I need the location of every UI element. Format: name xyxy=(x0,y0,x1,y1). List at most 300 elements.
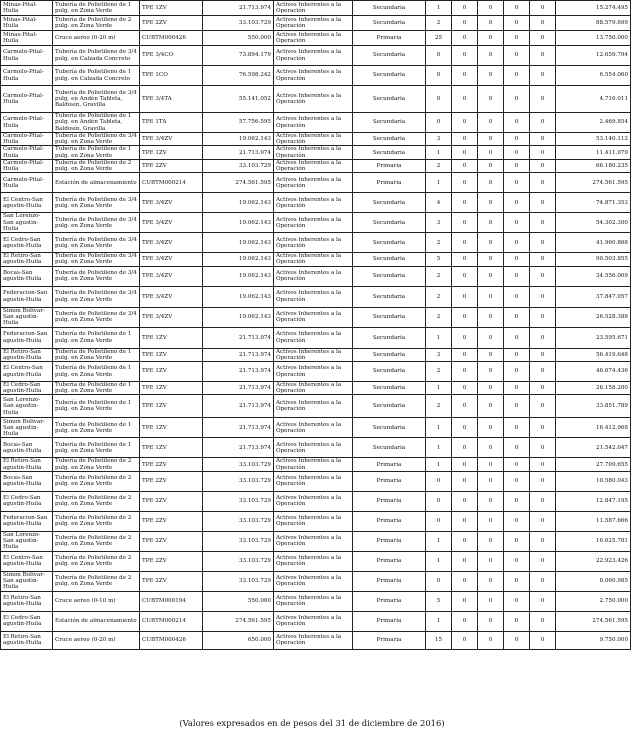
description-cell: Cruce aereo (0-20 m) xyxy=(53,631,140,649)
table-row xyxy=(1,327,631,348)
category-cell: Activos Inherentes a la Operación xyxy=(274,113,353,133)
qty-5-cell: 0 xyxy=(530,362,556,382)
qty-2-cell: 0 xyxy=(452,395,478,418)
qty-3-cell: 0 xyxy=(478,146,504,159)
qty-4-cell: 0 xyxy=(504,531,530,551)
code-cell: TPE 1ZV xyxy=(140,418,203,438)
total-cell: 90.503.855 xyxy=(556,253,631,266)
qty-1-cell: 0 xyxy=(426,113,452,133)
unit-value-cell: 650.000 xyxy=(203,631,274,649)
code-cell: TPE 1ZV xyxy=(140,348,203,361)
code-cell: TPE 3/4ZV xyxy=(140,266,203,286)
municipality-cell: El Retiro-San agustin-Huila xyxy=(1,591,53,611)
total-cell: 13.750.000 xyxy=(556,31,631,46)
municipality-cell: Carmelo-Pital-Huila xyxy=(1,86,53,113)
description-cell: Cruce aereo (0-10 m) xyxy=(53,591,140,611)
unit-value-cell: 19.062.143 xyxy=(203,133,274,146)
table-row xyxy=(1,438,631,458)
description-cell: Tubería de Polietileno de 3/4 pulg. en Calzada Concreto xyxy=(53,46,140,66)
level-cell: Secundaria xyxy=(353,418,426,438)
description-cell: Tubería de Polietileno de 2 pulg. en Zona Verde xyxy=(53,531,140,551)
qty-4-cell: 0 xyxy=(504,266,530,286)
qty-1-cell: 5 xyxy=(426,591,452,611)
qty-3-cell: 0 xyxy=(478,471,504,491)
qty-1-cell: 0 xyxy=(426,471,452,491)
unit-value-cell: 550.000 xyxy=(203,591,274,611)
qty-1-cell: 1 xyxy=(426,458,452,471)
qty-2-cell: 0 xyxy=(452,173,478,193)
code-cell: TPE 1ZV xyxy=(140,395,203,418)
total-cell: 11.411.979 xyxy=(556,146,631,159)
code-cell: TPE 3/4ZV xyxy=(140,213,203,233)
unit-value-cell: 550.000 xyxy=(203,31,274,46)
unit-value-cell: 33.103.729 xyxy=(203,551,274,571)
description-cell: Cruce aereo (0-20 m) xyxy=(53,31,140,46)
description-cell: Tubería de Polietileno de 3/4 pulg. en Zona Verde xyxy=(53,266,140,286)
code-cell: TPE 2ZV xyxy=(140,531,203,551)
qty-4-cell: 0 xyxy=(504,327,530,348)
level-cell: Primaria xyxy=(353,159,426,172)
qty-5-cell: 0 xyxy=(530,611,556,631)
unit-value-cell: 19.062.143 xyxy=(203,213,274,233)
code-cell: CUBTM000214 xyxy=(140,611,203,631)
total-cell: 274.561.595 xyxy=(556,173,631,193)
qty-3-cell: 0 xyxy=(478,286,504,307)
municipality-cell: El Retiro-San agustin-Huila xyxy=(1,631,53,649)
qty-4-cell: 0 xyxy=(504,511,530,531)
level-cell: Secundaria xyxy=(353,46,426,66)
description-cell: Tubería de Polietileno de 1 pulg. en Andén Tableta, Baldosín, Gravilla xyxy=(53,113,140,133)
qty-2-cell: 0 xyxy=(452,1,478,16)
qty-5-cell: 0 xyxy=(530,173,556,193)
qty-3-cell: 0 xyxy=(478,491,504,511)
qty-3-cell: 0 xyxy=(478,458,504,471)
code-cell: TPE 1CO xyxy=(140,66,203,86)
municipality-cell: El Centro-San agustin-Huila xyxy=(1,362,53,382)
municipality-cell: El Centro-San agustin-Huila xyxy=(1,193,53,213)
qty-4-cell: 0 xyxy=(504,159,530,172)
qty-3-cell: 0 xyxy=(478,327,504,348)
qty-5-cell: 0 xyxy=(530,571,556,591)
table-row xyxy=(1,213,631,233)
description-cell: Tubería de Polietileno de 1 pulg. en Calzada Concreto xyxy=(53,66,140,86)
qty-5-cell: 0 xyxy=(530,146,556,159)
qty-2-cell: 0 xyxy=(452,458,478,471)
code-cell: TPE 1ZV xyxy=(140,327,203,348)
level-cell: Secundaria xyxy=(353,395,426,418)
code-cell: TPE 1ZV xyxy=(140,1,203,16)
total-cell: 6.554.060 xyxy=(556,66,631,86)
qty-4-cell: 0 xyxy=(504,307,530,327)
level-cell: Secundaria xyxy=(353,362,426,382)
code-cell: TPE 1TA xyxy=(140,113,203,133)
table-row xyxy=(1,233,631,253)
table-row xyxy=(1,1,631,16)
table-row xyxy=(1,46,631,66)
code-cell: TPE 3/4TA xyxy=(140,86,203,113)
qty-1-cell: 0 xyxy=(426,46,452,66)
total-cell: 9.750.000 xyxy=(556,631,631,649)
qty-3-cell: 0 xyxy=(478,16,504,31)
qty-3-cell: 0 xyxy=(478,213,504,233)
qty-4-cell: 0 xyxy=(504,458,530,471)
qty-2-cell: 0 xyxy=(452,159,478,172)
unit-value-cell: 73.894.179 xyxy=(203,46,274,66)
qty-4-cell: 0 xyxy=(504,1,530,16)
municipality-cell: El Cedro-San agustin-Huila xyxy=(1,382,53,395)
qty-3-cell: 0 xyxy=(478,418,504,438)
total-cell: 26.158.200 xyxy=(556,382,631,395)
table-row xyxy=(1,113,631,133)
table-row xyxy=(1,491,631,511)
unit-value-cell: 57.756.595 xyxy=(203,113,274,133)
qty-3-cell: 0 xyxy=(478,511,504,531)
category-cell: Activos Inherentes a la Operación xyxy=(274,611,353,631)
description-cell: Tubería de Polietileno de 1 pulg. en Zona Verde xyxy=(53,146,140,159)
code-cell: CUBTM000214 xyxy=(140,173,203,193)
table-row xyxy=(1,266,631,286)
total-cell: 16.625.781 xyxy=(556,531,631,551)
qty-1-cell: 0 xyxy=(426,491,452,511)
qty-3-cell: 0 xyxy=(478,438,504,458)
qty-5-cell: 0 xyxy=(530,286,556,307)
unit-value-cell: 55.141.052 xyxy=(203,86,274,113)
qty-4-cell: 0 xyxy=(504,471,530,491)
qty-1-cell: 2 xyxy=(426,395,452,418)
qty-4-cell: 0 xyxy=(504,133,530,146)
category-cell: Activos Inherentes a la Operación xyxy=(274,173,353,193)
qty-2-cell: 0 xyxy=(452,511,478,531)
unit-value-cell: 76.598.242 xyxy=(203,66,274,86)
qty-4-cell: 0 xyxy=(504,173,530,193)
qty-5-cell: 0 xyxy=(530,66,556,86)
category-cell: Activos Inherentes a la Operación xyxy=(274,531,353,551)
qty-1-cell: 2 xyxy=(426,266,452,286)
qty-3-cell: 0 xyxy=(478,1,504,16)
asset-table-body xyxy=(1,1,631,650)
qty-2-cell: 0 xyxy=(452,16,478,31)
description-cell: Tubería de Polietileno de 3/4 pulg. en Zona Verde xyxy=(53,307,140,327)
code-cell: TPE 1ZV xyxy=(140,382,203,395)
qty-4-cell: 0 xyxy=(504,362,530,382)
unit-value-cell: 19.062.143 xyxy=(203,307,274,327)
code-cell: TPE 2ZV xyxy=(140,159,203,172)
table-row xyxy=(1,16,631,31)
level-cell: Secundaria xyxy=(353,253,426,266)
level-cell: Secundaria xyxy=(353,113,426,133)
unit-value-cell: 21.713.974 xyxy=(203,327,274,348)
description-cell: Estación de almacenamiento xyxy=(53,173,140,193)
qty-5-cell: 0 xyxy=(530,46,556,66)
total-cell: 12.847.195 xyxy=(556,491,631,511)
municipality-cell: Minas-Pital-Huila xyxy=(1,1,53,16)
qty-3-cell: 0 xyxy=(478,233,504,253)
table-row xyxy=(1,286,631,307)
unit-value-cell: 33.103.729 xyxy=(203,159,274,172)
code-cell: TPE 2ZV xyxy=(140,471,203,491)
qty-5-cell: 0 xyxy=(530,266,556,286)
unit-value-cell: 33.103.729 xyxy=(203,16,274,31)
level-cell: Secundaria xyxy=(353,307,426,327)
qty-4-cell: 0 xyxy=(504,253,530,266)
table-row xyxy=(1,146,631,159)
unit-value-cell: 19.062.143 xyxy=(203,286,274,307)
unit-value-cell: 21.713.974 xyxy=(203,362,274,382)
category-cell: Activos Inherentes a la Operación xyxy=(274,46,353,66)
table-row xyxy=(1,86,631,113)
qty-5-cell: 0 xyxy=(530,591,556,611)
qty-2-cell: 0 xyxy=(452,286,478,307)
qty-5-cell: 0 xyxy=(530,213,556,233)
qty-2-cell: 0 xyxy=(452,631,478,649)
qty-3-cell: 0 xyxy=(478,266,504,286)
code-cell: TPE 3/4CO xyxy=(140,46,203,66)
values-caption: (Valores expresados en de pesos del 31 de diciembre de 2016) xyxy=(179,718,445,728)
municipality-cell: El Retiro-San agustin-Huila xyxy=(1,348,53,361)
category-cell: Activos Inherentes a la Operación xyxy=(274,233,353,253)
qty-3-cell: 0 xyxy=(478,86,504,113)
total-cell: 46.674.436 xyxy=(556,362,631,382)
table-row xyxy=(1,471,631,491)
description-cell: Tubería de Polietileno de 2 pulg. en Zona Verde xyxy=(53,458,140,471)
municipality-cell: El Retiro-San agustin-Huila xyxy=(1,253,53,266)
municipality-cell: San Lorenzo-San agustin-Huila xyxy=(1,213,53,233)
qty-3-cell: 0 xyxy=(478,395,504,418)
qty-5-cell: 0 xyxy=(530,631,556,649)
qty-4-cell: 0 xyxy=(504,46,530,66)
level-cell: Secundaria xyxy=(353,213,426,233)
qty-5-cell: 0 xyxy=(530,438,556,458)
level-cell: Secundaria xyxy=(353,146,426,159)
qty-2-cell: 0 xyxy=(452,307,478,327)
level-cell: Secundaria xyxy=(353,133,426,146)
qty-2-cell: 0 xyxy=(452,611,478,631)
municipality-cell: Federacion-San agustin-Huila xyxy=(1,511,53,531)
level-cell: Secundaria xyxy=(353,66,426,86)
description-cell: Tubería de Polietileno de 3/4 pulg. en Andén Tableta, Baldosín, Gravilla xyxy=(53,86,140,113)
qty-5-cell: 0 xyxy=(530,458,556,471)
municipality-cell: Carmelo-Pital-Huila xyxy=(1,173,53,193)
qty-1-cell: 5 xyxy=(426,253,452,266)
category-cell: Activos Inherentes a la Operación xyxy=(274,362,353,382)
code-cell: TPE 1ZV xyxy=(140,362,203,382)
qty-2-cell: 0 xyxy=(452,382,478,395)
level-cell: Primaria xyxy=(353,591,426,611)
category-cell: Activos Inherentes a la Operación xyxy=(274,1,353,16)
total-cell: 21.542.047 xyxy=(556,438,631,458)
qty-2-cell: 0 xyxy=(452,253,478,266)
qty-1-cell: 15 xyxy=(426,631,452,649)
code-cell: TPE 2ZV xyxy=(140,571,203,591)
level-cell: Primaria xyxy=(353,491,426,511)
qty-2-cell: 0 xyxy=(452,438,478,458)
qty-5-cell: 0 xyxy=(530,418,556,438)
qty-4-cell: 0 xyxy=(504,571,530,591)
total-cell: 2.750.000 xyxy=(556,591,631,611)
qty-4-cell: 0 xyxy=(504,31,530,46)
qty-2-cell: 0 xyxy=(452,233,478,253)
qty-4-cell: 0 xyxy=(504,611,530,631)
table-row xyxy=(1,348,631,361)
qty-4-cell: 0 xyxy=(504,348,530,361)
municipality-cell: San Lorenzo-San agustin-Huila xyxy=(1,531,53,551)
qty-5-cell: 0 xyxy=(530,113,556,133)
level-cell: Primaria xyxy=(353,458,426,471)
description-cell: Tubería de Polietileno de 1 pulg. en Zona Verde xyxy=(53,395,140,418)
qty-2-cell: 0 xyxy=(452,418,478,438)
qty-2-cell: 0 xyxy=(452,46,478,66)
qty-4-cell: 0 xyxy=(504,233,530,253)
unit-value-cell: 21.713.974 xyxy=(203,418,274,438)
total-cell: 27.709.655 xyxy=(556,458,631,471)
municipality-cell: Federacion-San agustin-Huila xyxy=(1,327,53,348)
level-cell: Secundaria xyxy=(353,327,426,348)
qty-5-cell: 0 xyxy=(530,159,556,172)
code-cell: TPE 3/4ZV xyxy=(140,286,203,307)
qty-2-cell: 0 xyxy=(452,213,478,233)
description-cell: Tubería de Polietileno de 2 pulg. en Zona Verde xyxy=(53,159,140,172)
qty-3-cell: 0 xyxy=(478,611,504,631)
category-cell: Activos Inherentes a la Operación xyxy=(274,286,353,307)
qty-1-cell: 4 xyxy=(426,193,452,213)
municipality-cell: El Cedro-San agustin-Huila xyxy=(1,491,53,511)
unit-value-cell: 21.713.974 xyxy=(203,438,274,458)
municipality-cell: Carmelo-Pital-Huila xyxy=(1,46,53,66)
qty-4-cell: 0 xyxy=(504,146,530,159)
qty-4-cell: 0 xyxy=(504,418,530,438)
total-cell: 2.469.854 xyxy=(556,113,631,133)
qty-4-cell: 0 xyxy=(504,213,530,233)
municipality-cell: Simon Bolivar-San agustin-Huila xyxy=(1,571,53,591)
qty-1-cell: 2 xyxy=(426,286,452,307)
category-cell: Activos Inherentes a la Operación xyxy=(274,253,353,266)
qty-1-cell: 0 xyxy=(426,86,452,113)
qty-1-cell: 2 xyxy=(426,362,452,382)
unit-value-cell: 274.561.595 xyxy=(203,173,274,193)
municipality-cell: Simon Bolivar-San agustin-Huila xyxy=(1,418,53,438)
category-cell: Activos Inherentes a la Operación xyxy=(274,382,353,395)
unit-value-cell: 33.103.729 xyxy=(203,511,274,531)
table-row xyxy=(1,571,631,591)
level-cell: Primaria xyxy=(353,551,426,571)
municipality-cell: Bocas-San agustin-Huila xyxy=(1,266,53,286)
code-cell: TPE 2ZV xyxy=(140,458,203,471)
qty-3-cell: 0 xyxy=(478,193,504,213)
qty-1-cell: 0 xyxy=(426,571,452,591)
municipality-cell: El Cedro-San agustin-Huila xyxy=(1,611,53,631)
qty-3-cell: 0 xyxy=(478,382,504,395)
qty-3-cell: 0 xyxy=(478,348,504,361)
qty-1-cell: 1 xyxy=(426,173,452,193)
table-row xyxy=(1,307,631,327)
table-row xyxy=(1,395,631,418)
category-cell: Activos Inherentes a la Operación xyxy=(274,438,353,458)
unit-value-cell: 33.103.729 xyxy=(203,531,274,551)
qty-2-cell: 0 xyxy=(452,551,478,571)
table-row xyxy=(1,458,631,471)
level-cell: Primaria xyxy=(353,531,426,551)
qty-5-cell: 0 xyxy=(530,233,556,253)
table-row xyxy=(1,173,631,193)
code-cell: TPE 3/4ZV xyxy=(140,253,203,266)
code-cell: CUBTM000194 xyxy=(140,591,203,611)
category-cell: Activos Inherentes a la Operación xyxy=(274,31,353,46)
code-cell: TPE 3/4ZV xyxy=(140,307,203,327)
qty-2-cell: 0 xyxy=(452,491,478,511)
category-cell: Activos Inherentes a la Operación xyxy=(274,307,353,327)
unit-value-cell: 19.062.143 xyxy=(203,253,274,266)
level-cell: Secundaria xyxy=(353,438,426,458)
description-cell: Tubería de Polietileno de 3/4 pulg. en Zona Verde xyxy=(53,213,140,233)
code-cell: TPE 2ZV xyxy=(140,551,203,571)
qty-5-cell: 0 xyxy=(530,511,556,531)
qty-4-cell: 0 xyxy=(504,193,530,213)
table-row xyxy=(1,511,631,531)
table-row xyxy=(1,611,631,631)
level-cell: Primaria xyxy=(353,631,426,649)
qty-3-cell: 0 xyxy=(478,159,504,172)
total-cell: 74.871.353 xyxy=(556,193,631,213)
table-row xyxy=(1,31,631,46)
code-cell: CUBTM000426 xyxy=(140,31,203,46)
description-cell: Tubería de Polietileno de 2 pulg. en Zona Verde xyxy=(53,551,140,571)
level-cell: Secundaria xyxy=(353,193,426,213)
qty-5-cell: 0 xyxy=(530,348,556,361)
level-cell: Secundaria xyxy=(353,1,426,16)
qty-5-cell: 0 xyxy=(530,491,556,511)
level-cell: Secundaria xyxy=(353,233,426,253)
qty-4-cell: 0 xyxy=(504,16,530,31)
qty-1-cell: 3 xyxy=(426,133,452,146)
category-cell: Activos Inherentes a la Operación xyxy=(274,327,353,348)
municipality-cell: Carmelo-Pital-Huila xyxy=(1,146,53,159)
category-cell: Activos Inherentes a la Operación xyxy=(274,395,353,418)
description-cell: Tubería de Polietileno de 1 pulg. en Zona Verde xyxy=(53,327,140,348)
qty-5-cell: 0 xyxy=(530,193,556,213)
qty-4-cell: 0 xyxy=(504,66,530,86)
level-cell: Secundaria xyxy=(353,266,426,286)
qty-3-cell: 0 xyxy=(478,551,504,571)
qty-1-cell: 1 xyxy=(426,611,452,631)
municipality-cell: Carmelo-Pital-Huila xyxy=(1,159,53,172)
level-cell: Primaria xyxy=(353,31,426,46)
qty-1-cell: 1 xyxy=(426,551,452,571)
qty-2-cell: 0 xyxy=(452,471,478,491)
qty-4-cell: 0 xyxy=(504,438,530,458)
total-cell: 274.561.595 xyxy=(556,611,631,631)
qty-1-cell: 2 xyxy=(426,233,452,253)
qty-1-cell: 1 xyxy=(426,327,452,348)
municipality-cell: Simon Bolivar-San agustin-Huila xyxy=(1,307,53,327)
code-cell: CUBTM000426 xyxy=(140,631,203,649)
category-cell: Activos Inherentes a la Operación xyxy=(274,458,353,471)
level-cell: Primaria xyxy=(353,571,426,591)
unit-value-cell: 21.713.974 xyxy=(203,348,274,361)
level-cell: Secundaria xyxy=(353,86,426,113)
category-cell: Activos Inherentes a la Operación xyxy=(274,266,353,286)
unit-value-cell: 21.713.974 xyxy=(203,146,274,159)
qty-1-cell: 3 xyxy=(426,213,452,233)
total-cell: 54.302.300 xyxy=(556,213,631,233)
code-cell: TPE 3/4ZV xyxy=(140,133,203,146)
table-row xyxy=(1,133,631,146)
total-cell: 33.851.789 xyxy=(556,395,631,418)
level-cell: Primaria xyxy=(353,611,426,631)
qty-3-cell: 0 xyxy=(478,631,504,649)
qty-2-cell: 0 xyxy=(452,571,478,591)
municipality-cell: Minas-Pital-Huila xyxy=(1,31,53,46)
qty-2-cell: 0 xyxy=(452,591,478,611)
